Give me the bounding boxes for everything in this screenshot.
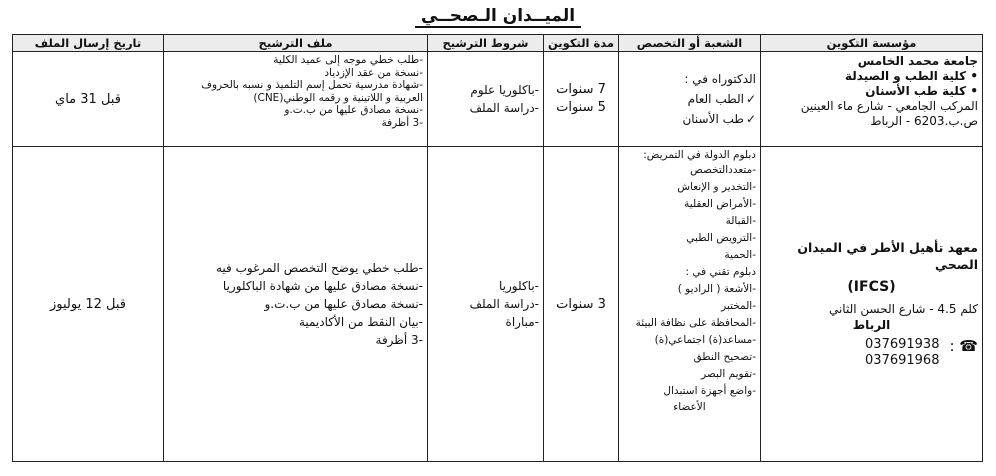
institute-abbr: (IFCS) [847,279,896,295]
branch-intro: دبلوم الدولة في التمريض: [643,149,756,161]
header-branch: الشعبة أو التخصص [619,35,761,52]
branch-item: -واضع أجهزة استبدال [663,384,756,397]
branch-item: -تصحيح النطق [693,350,756,363]
institution-cell [761,147,983,462]
phone-icon: ☎ : [949,337,978,355]
file-line: -طلب خطي يوضح التخصص المرغوب فيه [215,261,423,275]
branch-intro: دبلوم تقني في : [685,265,756,278]
header-duration: مدة التكوين [544,35,619,52]
branch-item: الأعضاء [673,400,706,413]
deadline-value: قبل 31 ماي [55,91,121,107]
header-file: ملف الترشيح [164,35,428,52]
check-icon [744,92,756,106]
file-cell [164,147,428,462]
file-line: -نسخة من عقد الإزدياد [324,66,423,79]
deadline-cell [13,147,164,462]
training-table [12,34,983,462]
condition-line: -مباراة [505,315,539,329]
header-deadline: تاريخ إرسال الملف [13,35,164,52]
branch-item: -متعددالتخصص [690,163,756,176]
file-cell [164,52,428,147]
faculty-medicine: • كلية الطب و الصيدلة [765,69,978,84]
university-name: جامعة محمد الخامس [857,54,978,68]
branch-item: ✓ طب الأسنان [623,112,756,126]
duration-cell [544,147,619,462]
file-line: -3 أظرفة [375,333,423,347]
table-row [13,147,983,462]
file-line: -نسخة مصادق عليها من ب.ت.و [264,297,423,311]
file-line: -شهادة مدرسية تحمل إسم التلميذ و نسبه بالحروف [201,79,423,91]
duration-line: 7 سنوات [556,82,606,97]
condition-line: -باكلوريا علوم [470,83,539,97]
branch-item: -تقويم البصر [701,367,756,380]
branch-item: -القبالة [725,214,756,227]
branch-item: -مساعد(ة) اجتماعي(ة) [654,333,756,346]
condition-line: -باكلوريا [498,279,539,293]
header-institution: مؤسسة التكوين [761,35,983,52]
file-line: -طلب خطي موجه إلى عميد الكلية [273,54,423,66]
branch-intro: الدكتوراه في : [684,72,756,86]
address-line: ص.ب.6203 - الرباط [870,114,978,128]
branch-item: -الأشعة ( الراديو ) [677,282,756,295]
branch-item: -الترويض الطبي [686,231,756,244]
branch-item: -التخدير و الإنعاش [677,180,756,193]
institute-name: معهد تأهيل الأطر في الميدان الصحي [797,240,978,272]
branch-cell [619,52,761,147]
phone-number: 037691968 [865,353,940,368]
table-row [13,52,983,147]
branch-cell [619,147,761,462]
deadline-cell [13,52,164,147]
file-line: العربية و اللاتينية و رقمه الوطني(CNE) [253,91,423,104]
phone-numbers [865,337,939,369]
phone-number: 037691938 [865,337,940,352]
duration-line: 5 سنوات [556,100,606,115]
page-title: الميــدان الـصحــي [0,6,996,26]
address-line: المركب الجامعي - شارع ماء العينين [800,99,978,113]
institution-cell [761,52,983,147]
file-line: -بيان النقط من الأكاديمية [298,315,423,329]
conditions-cell [428,147,544,462]
address-city: الرباط [852,318,891,332]
condition-line: -دراسة الملف [469,101,539,115]
duration-cell [544,52,619,147]
address-line: كلم 4.5 - شارع الحسن الثاني [828,302,978,316]
branch-item: ✓ الطب العام [623,92,756,106]
check-icon [744,112,756,126]
faculty-dentistry: • كلية طب الأسنان [765,84,978,99]
file-line: -3 أظرفة [381,116,423,129]
branch-item: -الحمية [724,248,756,261]
phone-block [765,337,978,369]
header-row [13,35,983,52]
condition-line: -دراسة الملف [469,297,539,311]
branch-item: -المحافظة على نظافة البيئة [635,316,756,329]
branch-item: -المختبر [721,299,756,312]
branch-item: -الأمراض العقلية [684,197,756,210]
duration-value: 3 سنوات [556,296,606,312]
deadline-value: قبل 12 يوليوز [49,296,126,312]
file-line: -نسخة مصادق عليها من شهادة الباكلوريا [222,279,423,293]
file-line: -نسخة مصادق عليها من ب.ت.و [284,104,423,116]
header-conditions: شروط الترشيح [428,35,544,52]
conditions-cell [428,52,544,147]
